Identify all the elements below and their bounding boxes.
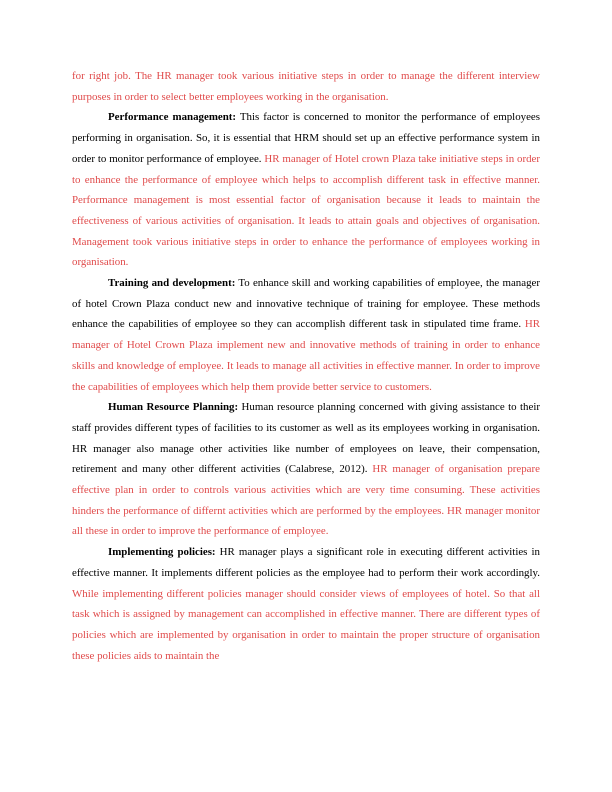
section-heading-implementing-policies: Implementing policies: <box>108 546 216 559</box>
paragraph-implementing-policies <box>72 542 540 666</box>
paragraph-continuation <box>72 66 540 107</box>
paragraph-red-text: HR manager of Hotel crown Plaza take initiative steps in order to enhance the performance of employee which helps to accomplish different task in effective manner. Performance management is most essential factor of organisation because it leads to maintain the effectiveness of various activities of organisation. It leads to attain goals and objectives of organisation. Management took various initiative steps in order to enhance the performance of employees working in organisation. <box>72 152 540 269</box>
paragraph-training-development <box>72 273 540 397</box>
paragraph-black-text: HR manager plays a significant role in executing different activities in effective manner. It implements different policies as the employee had to perform their work accordingly. <box>72 546 540 579</box>
paragraph-human-resource-planning <box>72 397 540 542</box>
paragraph-black-text: To enhance skill and working capabilities of employee, the manager of hotel Crown Plaza conduct new and innovative technique of training for employee. These methods enhance the capabilities of employee so they can accomplish different task in stipulated time frame. <box>72 277 540 331</box>
paragraph-black-text: This factor is concerned to monitor the performance of employees performing in organisation. So, it is essential that HRM should set up an effective performance system in order to monitor performance of employee. <box>72 111 540 165</box>
paragraph-red-text: HR manager of Hotel Crown Plaza implement new and innovative methods of training in order to enhance skills and knowledge of employee. It leads to manage all activities in effective manner. In order to improve the capabilities of employees which help them provide better service to customers. <box>72 318 540 393</box>
document-page <box>72 66 540 666</box>
section-heading-performance-management: Performance management: <box>108 111 237 124</box>
section-heading-human-resource-planning: Human Resource Planning: <box>108 401 239 414</box>
paragraph-red-text: HR manager of organisation prepare effective plan in order to controls various activities which are very time consuming. These activities hinders the performance of differnt activities which are performed by the employees. HR manager monitor all these in order to improve the performance of employee. <box>72 463 540 538</box>
section-heading-training-development: Training and development: <box>108 277 236 290</box>
paragraph-performance-management <box>72 107 540 273</box>
paragraph-red-text: While implementing different policies manager should consider views of employees of hotel. So that all task which is assigned by management can accomplished in effective manner. There are different types of policies which are implemented by organisation in order to maintain the proper structure of organisation these policies aids to maintain the <box>72 587 540 662</box>
paragraph-red-text: for right job. The HR manager took various initiative steps in order to manage the different interview purposes in order to select better employees working in the organisation. <box>72 70 540 103</box>
paragraph-black-text: Human resource planning concerned with giving assistance to their staff provides different types of facilities to its customer as well as its employees working in organisation. HR manager also manage other activities like number of employees on leave, their compensation, retirement and many other different activities (Calabrese, 2012). <box>72 401 540 476</box>
